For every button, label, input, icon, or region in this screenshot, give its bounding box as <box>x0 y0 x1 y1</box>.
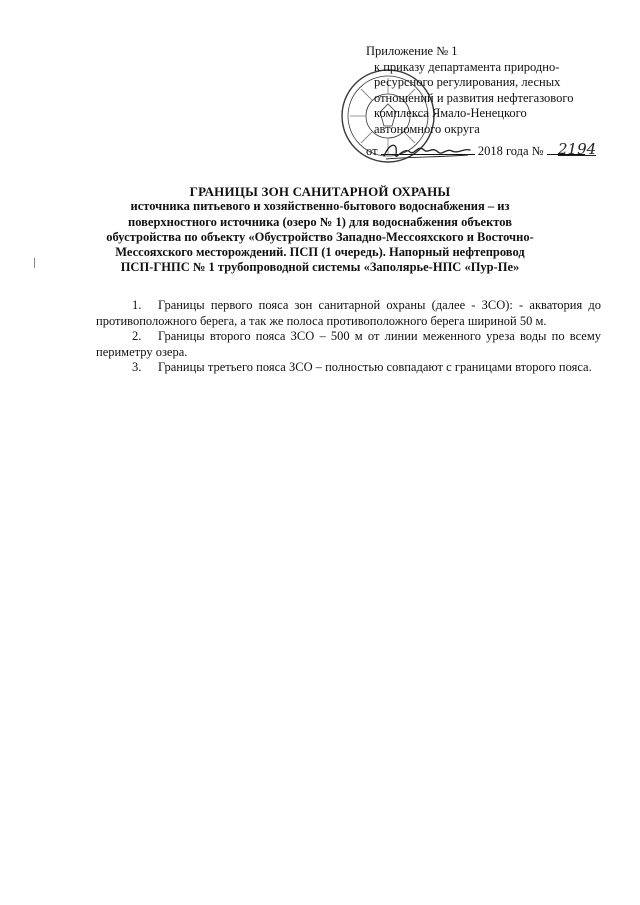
document-title-block <box>60 184 580 276</box>
item-text: Границы второго пояса ЗСО – 500 м от линии меженного уреза воды по всему периметру озера. <box>96 329 601 359</box>
appendix-line: к приказу департамента природно- <box>374 59 560 74</box>
appendix-line: комплекса Ямало-Ненецкого <box>374 106 527 120</box>
appendix-line: автономного округа <box>374 121 480 136</box>
item-text: Границы третьего пояса ЗСО – полностью совпадают с границами второго пояса. <box>158 360 592 374</box>
handwritten-signature <box>380 138 472 164</box>
subtitle-line: Мессояхского месторождений. ПСП (1 очередь). Напорный нефтепровод <box>115 245 525 260</box>
list-item <box>96 329 601 360</box>
appendix-header <box>366 44 616 137</box>
item-text: Границы первого пояса зон санитарной охраны (далее - ЗСО): - акватория до противоположного берега, а так же полоса противоположного берега шириной 50 м. <box>96 298 601 328</box>
appendix-title: Приложение № 1 <box>366 44 458 58</box>
subtitle-line: обустройства по объекту «Обустройство Западно-Мессояхского и Восточно- <box>106 229 534 244</box>
margin-mark <box>34 258 35 268</box>
subtitle-line: поверхностного источника (озеро № 1) для водоснабжения объектов <box>128 214 512 229</box>
item-number: 2. <box>132 329 142 343</box>
item-number: 1. <box>132 298 142 312</box>
document-title: ГРАНИЦЫ ЗОН САНИТАРНОЙ ОХРАНЫ <box>189 184 451 199</box>
list-item <box>96 360 601 376</box>
subtitle-line: источника питьевого и хозяйственно-бытового водоснабжения – из <box>130 199 510 214</box>
document-number: 2194 <box>558 140 597 158</box>
subtitle-line: ПСП-ГНПС № 1 трубопроводной системы «Заполярье-НПС «Пур-Пе» <box>120 260 520 275</box>
item-number: 3. <box>132 360 142 374</box>
appendix-line: ресурсного регулирования, лесных <box>374 75 561 89</box>
document-body <box>96 298 601 376</box>
appendix-line: отношений и развития нефтегазового <box>374 90 574 105</box>
date-suffix: 2018 года № <box>477 144 544 158</box>
date-prefix: от <box>366 144 378 158</box>
list-item <box>96 298 601 329</box>
